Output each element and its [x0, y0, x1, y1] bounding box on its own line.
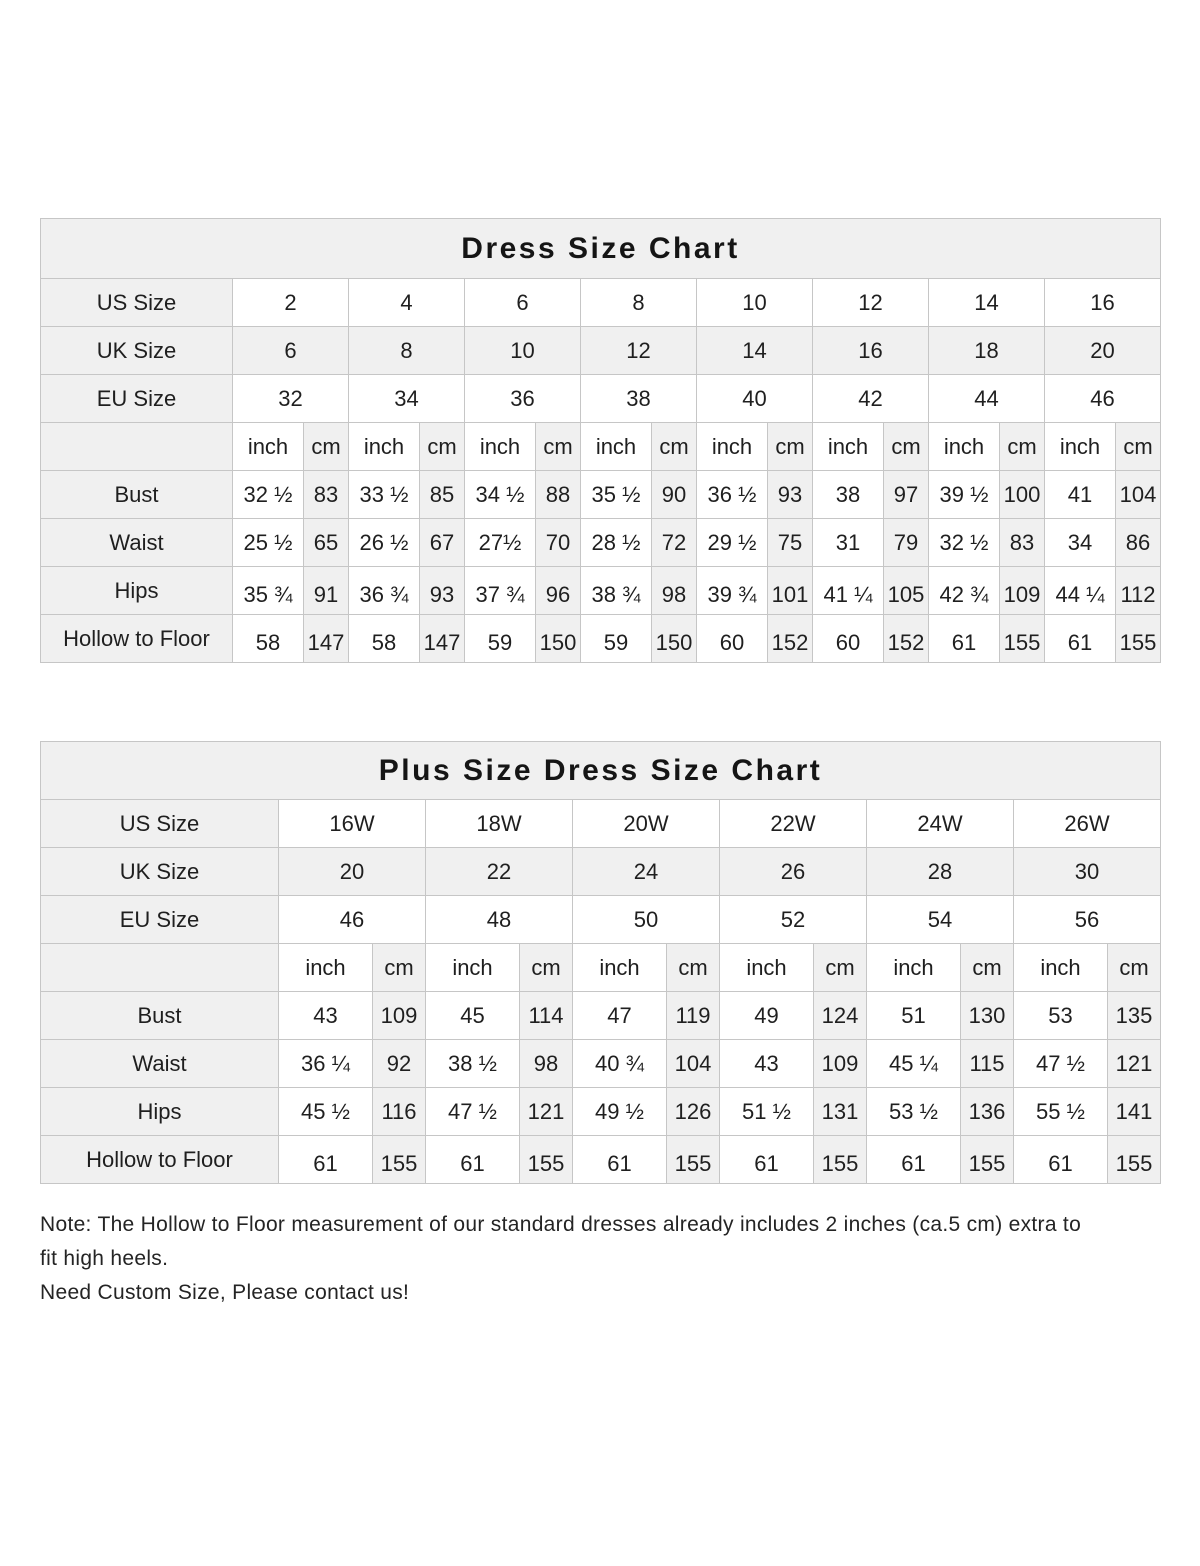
- plus-waist-cm-value: 92: [373, 1040, 426, 1088]
- std-hollow-cm-value: 150: [536, 615, 581, 663]
- plus-waist-inch-value: 47 ½: [1014, 1040, 1108, 1088]
- unit-cm-label: cm: [1108, 944, 1161, 992]
- plus-waist-cm-value: 109: [814, 1040, 867, 1088]
- plus-uk-size-value: 28: [867, 848, 1014, 896]
- plus-bust-inch-value: 43: [279, 992, 373, 1040]
- plus-bust-cm-value: 109: [373, 992, 426, 1040]
- plus-uk-size-value: 26: [720, 848, 867, 896]
- unit-inch-label: inch: [1014, 944, 1108, 992]
- unit-cm-label: cm: [1116, 423, 1161, 471]
- std-us-size-value: 6: [465, 279, 581, 327]
- std-waist-inch-value: 32 ½: [929, 519, 1000, 567]
- size-note: [40, 1208, 1160, 1310]
- std-waist-inch-value: 28 ½: [581, 519, 652, 567]
- plus-hollow-inch-value: 61: [1014, 1136, 1108, 1184]
- plus-units-row-spacer: [41, 944, 279, 992]
- plus-hips-inch-value: 45 ½: [279, 1088, 373, 1136]
- plus-bust-cm-value: 114: [520, 992, 573, 1040]
- std-row-label-eu-size: EU Size: [41, 375, 233, 423]
- plus-uk-size-value: 22: [426, 848, 573, 896]
- plus-uk-size-value: 24: [573, 848, 720, 896]
- plus-hips-cm-value: 126: [667, 1088, 720, 1136]
- plus-hips-cm-value: 121: [520, 1088, 573, 1136]
- std-hollow-cm-value: 155: [1116, 615, 1161, 663]
- plus-bust-inch-value: 53: [1014, 992, 1108, 1040]
- unit-inch-label: inch: [465, 423, 536, 471]
- plus-hollow-cm-value: 155: [667, 1136, 720, 1184]
- table-row: [41, 1040, 1161, 1088]
- std-us-size-value: 12: [813, 279, 929, 327]
- plus-eu-size-value: 48: [426, 896, 573, 944]
- unit-inch-label: inch: [349, 423, 420, 471]
- table-row: [41, 279, 1161, 327]
- plus-waist-inch-value: 45 ¼: [867, 1040, 961, 1088]
- plus-hips-cm-value: 116: [373, 1088, 426, 1136]
- std-hollow-inch-value: 60: [697, 615, 768, 663]
- plus-bust-inch-value: 51: [867, 992, 961, 1040]
- table-row: [41, 992, 1161, 1040]
- table-row: [41, 423, 1161, 471]
- plus-waist-inch-value: 43: [720, 1040, 814, 1088]
- plus-size-chart: [40, 741, 1161, 1184]
- std-bust-cm-value: 93: [768, 471, 813, 519]
- plus-hips-cm-value: 141: [1108, 1088, 1161, 1136]
- plus-bust-cm-value: 130: [961, 992, 1014, 1040]
- unit-inch-label: inch: [1045, 423, 1116, 471]
- table-row: [41, 848, 1161, 896]
- unit-inch-label: inch: [233, 423, 304, 471]
- table-row: [41, 1088, 1161, 1136]
- std-bust-inch-value: 38: [813, 471, 884, 519]
- plus-hips-inch-value: 49 ½: [573, 1088, 667, 1136]
- std-hips-cm-value: 109: [1000, 567, 1045, 615]
- std-uk-size-value: 18: [929, 327, 1045, 375]
- unit-cm-label: cm: [961, 944, 1014, 992]
- table-row: [41, 375, 1161, 423]
- std-waist-inch-value: 25 ½: [233, 519, 304, 567]
- plus-waist-cm-value: 121: [1108, 1040, 1161, 1088]
- table-row: [41, 742, 1161, 800]
- std-hollow-cm-value: 155: [1000, 615, 1045, 663]
- std-bust-inch-value: 35 ½: [581, 471, 652, 519]
- plus-row-label-bust: Bust: [41, 992, 279, 1040]
- plus-waist-cm-value: 98: [520, 1040, 573, 1088]
- std-uk-size-value: 10: [465, 327, 581, 375]
- std-us-size-value: 8: [581, 279, 697, 327]
- plus-waist-inch-value: 40 ¾: [573, 1040, 667, 1088]
- plus-hips-inch-value: 47 ½: [426, 1088, 520, 1136]
- plus-hollow-inch-value: 61: [279, 1136, 373, 1184]
- unit-inch-label: inch: [720, 944, 814, 992]
- plus-row-label-waist: Waist: [41, 1040, 279, 1088]
- std-hips-inch-value: 35 ¾: [233, 567, 304, 615]
- table-row: [41, 471, 1161, 519]
- plus-hips-inch-value: 51 ½: [720, 1088, 814, 1136]
- std-bust-cm-value: 100: [1000, 471, 1045, 519]
- plus-hollow-cm-value: 155: [520, 1136, 573, 1184]
- std-eu-size-value: 46: [1045, 375, 1161, 423]
- plus-bust-cm-value: 124: [814, 992, 867, 1040]
- table-row: [41, 896, 1161, 944]
- std-hips-inch-value: 41 ¼: [813, 567, 884, 615]
- plus-eu-size-value: 46: [279, 896, 426, 944]
- std-hips-inch-value: 39 ¾: [697, 567, 768, 615]
- unit-inch-label: inch: [867, 944, 961, 992]
- plus-waist-inch-value: 38 ½: [426, 1040, 520, 1088]
- plus-bust-inch-value: 47: [573, 992, 667, 1040]
- std-row-label-hollow-to-floor: Hollow to Floor: [41, 615, 233, 663]
- std-hips-cm-value: 91: [304, 567, 349, 615]
- unit-cm-label: cm: [373, 944, 426, 992]
- plus-eu-size-value: 50: [573, 896, 720, 944]
- std-us-size-value: 2: [233, 279, 349, 327]
- table-row: [41, 800, 1161, 848]
- unit-cm-label: cm: [652, 423, 697, 471]
- plus-bust-inch-value: 49: [720, 992, 814, 1040]
- std-hollow-cm-value: 150: [652, 615, 697, 663]
- std-bust-inch-value: 36 ½: [697, 471, 768, 519]
- standard-size-chart: [40, 218, 1161, 663]
- table-gap: [40, 663, 1160, 741]
- std-units-row-spacer: [41, 423, 233, 471]
- plus-chart-title: Plus Size Dress Size Chart: [41, 742, 1161, 800]
- std-hips-cm-value: 93: [420, 567, 465, 615]
- unit-cm-label: cm: [304, 423, 349, 471]
- std-hips-cm-value: 112: [1116, 567, 1161, 615]
- plus-hips-cm-value: 131: [814, 1088, 867, 1136]
- plus-bust-cm-value: 119: [667, 992, 720, 1040]
- std-waist-cm-value: 83: [1000, 519, 1045, 567]
- std-hollow-inch-value: 61: [929, 615, 1000, 663]
- unit-inch-label: inch: [813, 423, 884, 471]
- plus-row-label-eu-size: EU Size: [41, 896, 279, 944]
- unit-cm-label: cm: [768, 423, 813, 471]
- note-line-1: Note: The Hollow to Floor measurement of our standard dresses already includes 2 inches (ca.5 cm) extra to: [40, 1213, 1082, 1236]
- plus-us-size-value: 26W: [1014, 800, 1161, 848]
- plus-hollow-inch-value: 61: [573, 1136, 667, 1184]
- plus-bust-inch-value: 45: [426, 992, 520, 1040]
- plus-row-label-hollow-to-floor: Hollow to Floor: [41, 1136, 279, 1184]
- note-line-2: fit high heels.: [40, 1247, 169, 1270]
- std-bust-cm-value: 104: [1116, 471, 1161, 519]
- std-hollow-cm-value: 152: [884, 615, 929, 663]
- unit-cm-label: cm: [1000, 423, 1045, 471]
- plus-uk-size-value: 30: [1014, 848, 1161, 896]
- std-bust-inch-value: 41: [1045, 471, 1116, 519]
- std-waist-cm-value: 75: [768, 519, 813, 567]
- std-row-label-bust: Bust: [41, 471, 233, 519]
- std-hollow-inch-value: 59: [465, 615, 536, 663]
- plus-uk-size-value: 20: [279, 848, 426, 896]
- plus-hips-inch-value: 53 ½: [867, 1088, 961, 1136]
- std-hips-inch-value: 37 ¾: [465, 567, 536, 615]
- std-hips-cm-value: 98: [652, 567, 697, 615]
- std-bust-cm-value: 88: [536, 471, 581, 519]
- unit-cm-label: cm: [420, 423, 465, 471]
- std-eu-size-value: 38: [581, 375, 697, 423]
- std-bust-cm-value: 97: [884, 471, 929, 519]
- std-hollow-cm-value: 152: [768, 615, 813, 663]
- std-waist-cm-value: 86: [1116, 519, 1161, 567]
- std-row-label-uk-size: UK Size: [41, 327, 233, 375]
- table-row: [41, 1136, 1161, 1184]
- std-eu-size-value: 44: [929, 375, 1045, 423]
- unit-cm-label: cm: [667, 944, 720, 992]
- std-waist-cm-value: 72: [652, 519, 697, 567]
- plus-eu-size-value: 56: [1014, 896, 1161, 944]
- plus-us-size-value: 24W: [867, 800, 1014, 848]
- plus-row-label-hips: Hips: [41, 1088, 279, 1136]
- plus-hollow-cm-value: 155: [373, 1136, 426, 1184]
- std-us-size-value: 16: [1045, 279, 1161, 327]
- plus-waist-cm-value: 115: [961, 1040, 1014, 1088]
- std-us-size-value: 14: [929, 279, 1045, 327]
- table-row: [41, 219, 1161, 279]
- std-waist-cm-value: 79: [884, 519, 929, 567]
- std-row-label-hips: Hips: [41, 567, 233, 615]
- std-uk-size-value: 16: [813, 327, 929, 375]
- std-hips-inch-value: 36 ¾: [349, 567, 420, 615]
- std-us-size-value: 10: [697, 279, 813, 327]
- std-hollow-inch-value: 59: [581, 615, 652, 663]
- plus-us-size-value: 16W: [279, 800, 426, 848]
- unit-inch-label: inch: [697, 423, 768, 471]
- plus-eu-size-value: 54: [867, 896, 1014, 944]
- plus-hollow-inch-value: 61: [720, 1136, 814, 1184]
- std-hips-inch-value: 44 ¼: [1045, 567, 1116, 615]
- std-hollow-cm-value: 147: [304, 615, 349, 663]
- std-eu-size-value: 32: [233, 375, 349, 423]
- unit-inch-label: inch: [426, 944, 520, 992]
- plus-bust-cm-value: 135: [1108, 992, 1161, 1040]
- plus-eu-size-value: 52: [720, 896, 867, 944]
- plus-hollow-cm-value: 155: [1108, 1136, 1161, 1184]
- std-uk-size-value: 12: [581, 327, 697, 375]
- std-hollow-inch-value: 58: [233, 615, 304, 663]
- plus-us-size-value: 22W: [720, 800, 867, 848]
- std-waist-cm-value: 70: [536, 519, 581, 567]
- std-hips-cm-value: 105: [884, 567, 929, 615]
- std-waist-inch-value: 29 ½: [697, 519, 768, 567]
- plus-us-size-value: 18W: [426, 800, 573, 848]
- std-us-size-value: 4: [349, 279, 465, 327]
- unit-inch-label: inch: [279, 944, 373, 992]
- std-bust-cm-value: 90: [652, 471, 697, 519]
- std-eu-size-value: 34: [349, 375, 465, 423]
- plus-hips-inch-value: 55 ½: [1014, 1088, 1108, 1136]
- plus-hollow-cm-value: 155: [961, 1136, 1014, 1184]
- table-row: [41, 615, 1161, 663]
- plus-us-size-value: 20W: [573, 800, 720, 848]
- std-uk-size-value: 14: [697, 327, 813, 375]
- std-waist-inch-value: 26 ½: [349, 519, 420, 567]
- table-row: [41, 944, 1161, 992]
- unit-inch-label: inch: [929, 423, 1000, 471]
- std-bust-cm-value: 83: [304, 471, 349, 519]
- std-uk-size-value: 20: [1045, 327, 1161, 375]
- std-waist-inch-value: 34: [1045, 519, 1116, 567]
- std-hollow-inch-value: 61: [1045, 615, 1116, 663]
- table-row: [41, 567, 1161, 615]
- std-hips-inch-value: 38 ¾: [581, 567, 652, 615]
- std-eu-size-value: 36: [465, 375, 581, 423]
- std-hollow-inch-value: 60: [813, 615, 884, 663]
- std-uk-size-value: 6: [233, 327, 349, 375]
- table-row: [41, 327, 1161, 375]
- std-eu-size-value: 40: [697, 375, 813, 423]
- std-hips-cm-value: 96: [536, 567, 581, 615]
- std-bust-inch-value: 34 ½: [465, 471, 536, 519]
- std-hips-inch-value: 42 ¾: [929, 567, 1000, 615]
- std-uk-size-value: 8: [349, 327, 465, 375]
- std-bust-inch-value: 32 ½: [233, 471, 304, 519]
- std-waist-inch-value: 27½: [465, 519, 536, 567]
- std-waist-inch-value: 31: [813, 519, 884, 567]
- std-bust-inch-value: 39 ½: [929, 471, 1000, 519]
- std-row-label-us-size: US Size: [41, 279, 233, 327]
- std-hollow-inch-value: 58: [349, 615, 420, 663]
- unit-cm-label: cm: [884, 423, 929, 471]
- std-waist-cm-value: 67: [420, 519, 465, 567]
- plus-hollow-inch-value: 61: [867, 1136, 961, 1184]
- unit-inch-label: inch: [581, 423, 652, 471]
- plus-row-label-us-size: US Size: [41, 800, 279, 848]
- plus-waist-inch-value: 36 ¼: [279, 1040, 373, 1088]
- unit-cm-label: cm: [536, 423, 581, 471]
- std-waist-cm-value: 65: [304, 519, 349, 567]
- std-hips-cm-value: 101: [768, 567, 813, 615]
- standard-chart-title: Dress Size Chart: [41, 219, 1161, 279]
- plus-hollow-inch-value: 61: [426, 1136, 520, 1184]
- std-hollow-cm-value: 147: [420, 615, 465, 663]
- note-line-3: Need Custom Size, Please contact us!: [40, 1281, 410, 1304]
- unit-cm-label: cm: [814, 944, 867, 992]
- plus-hollow-cm-value: 155: [814, 1136, 867, 1184]
- std-bust-inch-value: 33 ½: [349, 471, 420, 519]
- std-row-label-waist: Waist: [41, 519, 233, 567]
- std-bust-cm-value: 85: [420, 471, 465, 519]
- unit-cm-label: cm: [520, 944, 573, 992]
- table-row: [41, 519, 1161, 567]
- unit-inch-label: inch: [573, 944, 667, 992]
- plus-row-label-uk-size: UK Size: [41, 848, 279, 896]
- plus-waist-cm-value: 104: [667, 1040, 720, 1088]
- std-eu-size-value: 42: [813, 375, 929, 423]
- plus-hips-cm-value: 136: [961, 1088, 1014, 1136]
